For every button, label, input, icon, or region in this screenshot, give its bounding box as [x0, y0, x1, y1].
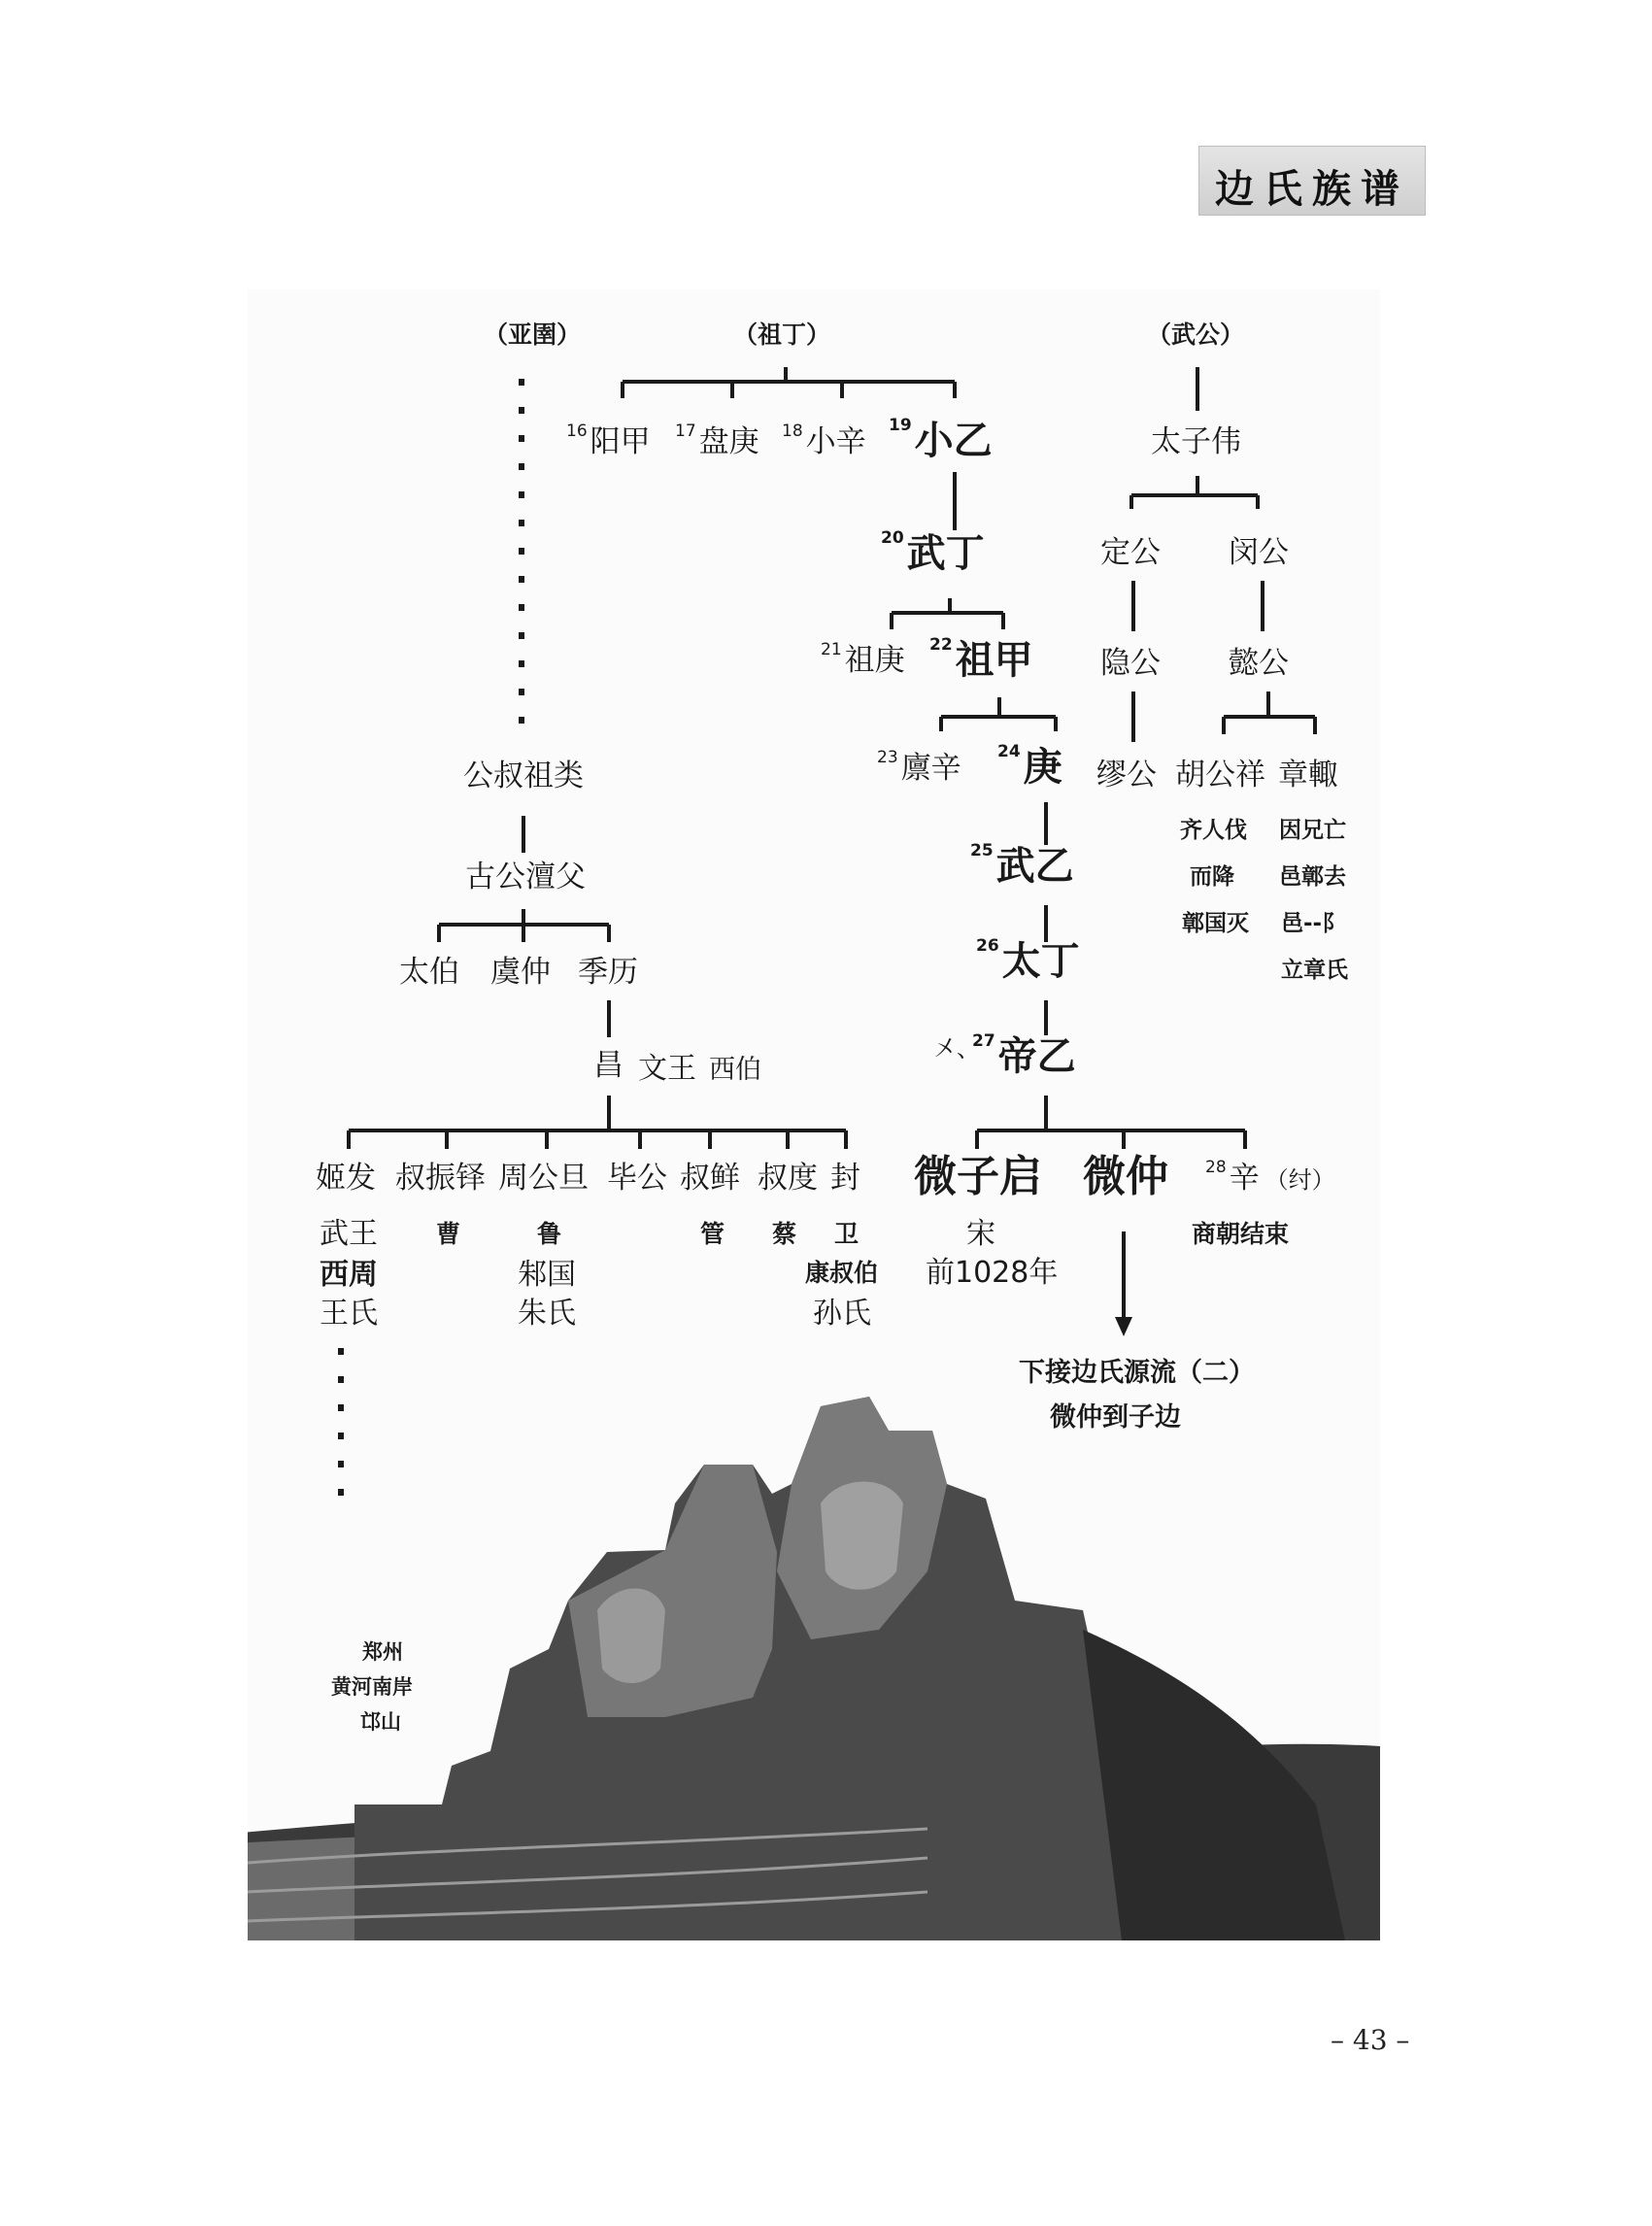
- chang: 昌: [593, 1048, 624, 1083]
- son-ji-fa: 姬发: [316, 1161, 376, 1196]
- son-shu-du: 叔度: [758, 1161, 818, 1196]
- king-zu-geng: $^{21}$祖庚: [821, 640, 905, 678]
- photo-caption-3: 邙山: [360, 1709, 401, 1734]
- zhou-gong-note-2: 朱氏: [518, 1297, 576, 1331]
- king-wu-yi: $^{25}$武乙: [970, 841, 1074, 889]
- taizi-wei: 太子伟: [1151, 424, 1241, 459]
- photo-caption-1: 郑州: [362, 1639, 403, 1664]
- continue-note-1: 下接边氏源流（二）: [1019, 1358, 1255, 1388]
- label-zu-ding: （祖丁）: [733, 320, 831, 349]
- king-wu-ding: $^{20}$武丁: [881, 528, 985, 576]
- hu-gong-xiang: 胡公祥: [1175, 758, 1265, 793]
- zhang-note-2: 邑鄣去: [1279, 864, 1346, 890]
- song-year: 前1028年: [926, 1256, 1059, 1290]
- hu-note-2: 而降: [1190, 864, 1234, 890]
- king-di-yi: $^{27}$帝乙: [972, 1031, 1076, 1079]
- fief-lu: 鲁: [537, 1220, 562, 1248]
- gu-gong: 古公澶父: [465, 860, 586, 894]
- feng-note-1: 康叔伯: [805, 1259, 879, 1287]
- son-feng: 封: [830, 1161, 860, 1196]
- ding-gong: 定公: [1100, 535, 1161, 570]
- tree-lines: [248, 289, 1380, 1940]
- xi-bo: 西伯: [709, 1055, 761, 1085]
- zhang-note-1: 因兄亡: [1279, 818, 1346, 843]
- fief-cao: 曹: [436, 1220, 461, 1248]
- diagram-panel: [248, 289, 1380, 1940]
- ji-fa-note-2: 西周: [320, 1258, 378, 1292]
- page-number: – 43 –: [1331, 2024, 1410, 2056]
- tai-bo: 太伯: [399, 955, 459, 990]
- photo-caption-2: 黄河南岸: [331, 1674, 413, 1699]
- yin-gong: 隐公: [1100, 646, 1161, 681]
- label-wu-gong: （武公）: [1147, 320, 1245, 349]
- king-xiao-xin: $^{18}$小辛: [782, 422, 866, 459]
- gong-shu-zu-lei: 公叔祖类: [463, 759, 584, 793]
- ji-fa-note-3: 王氏: [320, 1297, 378, 1331]
- king-lin-xin: $^{23}$廪辛: [877, 748, 961, 786]
- son-shu-zhen-duo: 叔振铎: [395, 1161, 486, 1196]
- label-ya-wei: （亚圉）: [484, 320, 582, 349]
- king-tai-ding: $^{26}$太丁: [976, 936, 1080, 984]
- fief-guan: 管: [700, 1220, 725, 1248]
- feng-note-2: 孙氏: [813, 1297, 871, 1331]
- zhang-note-3: 邑--阝: [1281, 911, 1345, 936]
- hu-note-1: 齐人伐: [1180, 818, 1247, 843]
- ji-li: 季历: [578, 955, 638, 990]
- weizi-qi: 微子启: [914, 1152, 1042, 1201]
- miu-gong: 缪公: [1096, 758, 1157, 793]
- yu-zhong: 虞仲: [490, 955, 551, 990]
- son-bi-gong: 毕公: [607, 1161, 667, 1196]
- continue-note-2: 微仲到子边: [1050, 1402, 1181, 1433]
- min-gong: 闵公: [1229, 535, 1289, 570]
- zhang-note-4: 立章氏: [1281, 958, 1348, 983]
- son-shu-xian: 叔鲜: [680, 1161, 740, 1196]
- zhou-gong-note-1: 邾国: [518, 1258, 576, 1292]
- wen-wang: 文王: [638, 1052, 696, 1086]
- wei-zhong: 微仲: [1083, 1152, 1168, 1201]
- king-zu-jia: $^{22}$祖甲: [929, 635, 1033, 683]
- zhang-zhe: 章輙: [1278, 758, 1338, 793]
- header-banner: [1198, 146, 1426, 216]
- hu-note-3: 鄣国灭: [1182, 911, 1249, 936]
- mount-mang-sculpture: [248, 1397, 1380, 1940]
- son-zhou-gong-dan: 周公旦: [498, 1161, 589, 1196]
- shang-end: 商朝结束: [1192, 1220, 1290, 1248]
- header-title: 边氏族谱: [1215, 166, 1409, 212]
- yi-gong: 懿公: [1229, 646, 1289, 681]
- di-yi-mark: 㐅、: [933, 1035, 980, 1062]
- king-geng-ding: $^{24}$庚: [997, 742, 1062, 790]
- king-xin: $^{28}$辛 （纣）: [1205, 1158, 1335, 1196]
- king-yang-jia: $^{16}$阳甲: [566, 422, 651, 459]
- king-xiao-yi: $^{19}$小乙: [889, 416, 993, 463]
- fief-cai: 蔡: [772, 1220, 797, 1248]
- song-state: 宋: [966, 1217, 995, 1251]
- fief-wei: 卫: [834, 1220, 860, 1248]
- ji-fa-note-1: 武王: [320, 1217, 378, 1251]
- king-pan-geng: $^{17}$盘庚: [675, 422, 759, 459]
